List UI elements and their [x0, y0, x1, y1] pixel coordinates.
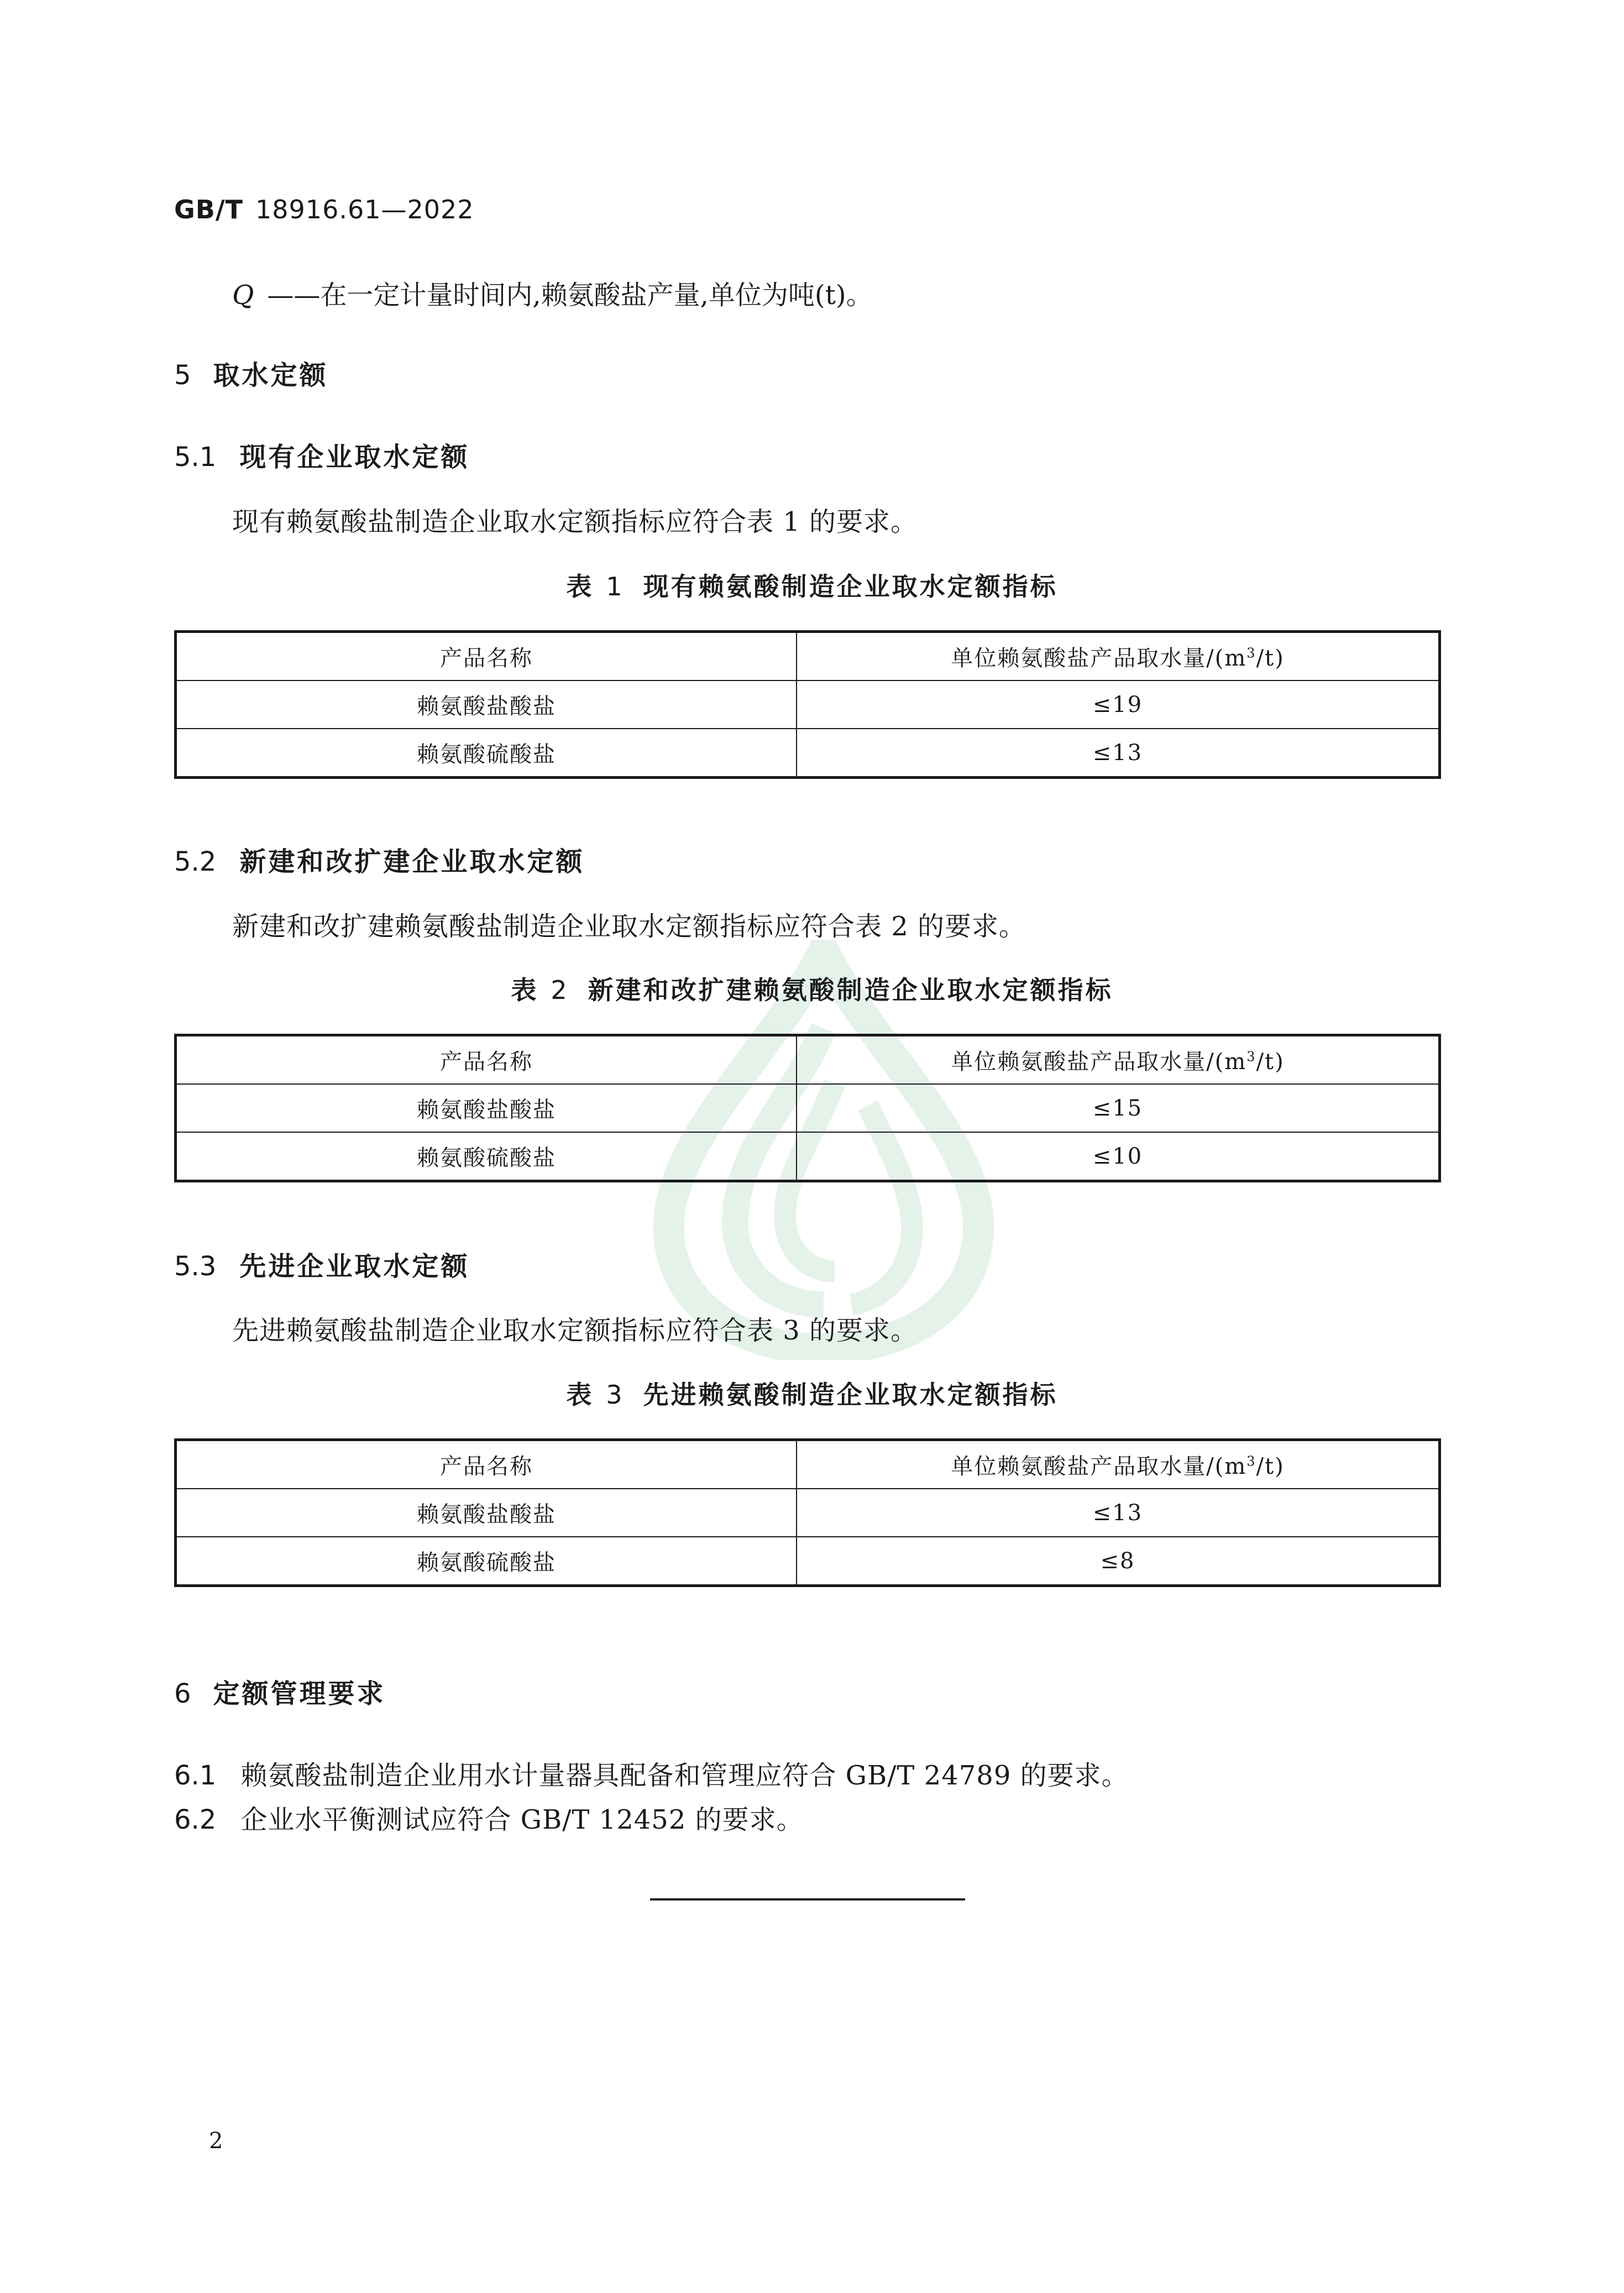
- table-caption-text: 现有赖氨酸制造企业取水定额指标: [643, 572, 1058, 601]
- table-header-row: [176, 1035, 1440, 1085]
- cell-value: ≤13: [797, 729, 1440, 778]
- section-5-3-heading: [174, 1245, 469, 1283]
- page-number: 2: [209, 2128, 223, 2154]
- header-water-intake: 单位赖氨酸盐产品取水量$/(m^3/t)$: [797, 1035, 1440, 1085]
- section-number: 5: [174, 360, 191, 391]
- table-number: 3: [606, 1380, 625, 1410]
- table-header-row: [176, 1440, 1440, 1489]
- cell-value: ≤15: [797, 1084, 1440, 1132]
- cell-product: 赖氨酸盐酸盐: [176, 680, 797, 729]
- cell-product: 赖氨酸硫酸盐: [176, 729, 797, 778]
- subsection-title: 先进企业取水定额: [239, 1251, 470, 1282]
- item-number: 6.1: [174, 1760, 217, 1791]
- section-title: 取水定额: [213, 360, 328, 391]
- header-water-intake: 单位赖氨酸盐产品取水量$/(m^3/t)$: [797, 1440, 1440, 1489]
- subsection-title: 现有企业取水定额: [239, 442, 470, 473]
- cell-value: ≤13: [797, 1489, 1440, 1537]
- table-number: 1: [606, 572, 625, 601]
- symbol-definition: [232, 274, 873, 312]
- subsection-number: 5.1: [174, 442, 217, 473]
- subsection-title: 新建和改扩建企业取水定额: [239, 846, 585, 877]
- table-1-caption: [0, 567, 1624, 603]
- header-product-name: 产品名称: [176, 1440, 797, 1489]
- cell-value: ≤8: [797, 1537, 1440, 1586]
- table-row: [176, 1132, 1440, 1181]
- document-code: [174, 195, 474, 224]
- cell-product: 赖氨酸盐酸盐: [176, 1084, 797, 1132]
- section-6-heading: [174, 1672, 386, 1710]
- cell-value: ≤19: [797, 680, 1440, 729]
- header-product-name: 产品名称: [176, 1035, 797, 1085]
- item-text: 企业水平衡测试应符合 GB/T 12452 的要求。: [240, 1804, 804, 1835]
- section-5-2-text: 新建和改扩建赖氨酸盐制造企业取水定额指标应符合表 2 的要求。: [232, 911, 1026, 942]
- table-row: [176, 1489, 1440, 1537]
- table-label: 表: [566, 572, 594, 601]
- section-5-1-text: 现有赖氨酸盐制造企业取水定额指标应符合表 1 的要求。: [232, 506, 918, 537]
- section-5-3-text: 先进赖氨酸盐制造企业取水定额指标应符合表 3 的要求。: [232, 1315, 918, 1346]
- table-3-caption: [0, 1375, 1624, 1411]
- table-row: [176, 680, 1440, 729]
- table-number: 2: [551, 975, 569, 1005]
- table-1: [174, 630, 1441, 779]
- table-3: [174, 1438, 1441, 1587]
- subsection-number: 5.3: [174, 1251, 217, 1282]
- section-title: 定额管理要求: [213, 1678, 386, 1709]
- table-row: [176, 1084, 1440, 1132]
- cell-value: ≤10: [797, 1132, 1440, 1181]
- section-6-1-item: [174, 1754, 1129, 1792]
- table-2-caption: [0, 970, 1624, 1007]
- table-label: 表: [511, 975, 539, 1005]
- table-header-row: [176, 632, 1440, 681]
- table-row: [176, 1537, 1440, 1586]
- document-code-prefix: GB/T: [174, 195, 243, 224]
- table-caption-text: 先进赖氨酸制造企业取水定额指标: [643, 1380, 1058, 1410]
- section-number: 6: [174, 1678, 191, 1709]
- table-2: [174, 1034, 1441, 1182]
- subsection-number: 5.2: [174, 846, 217, 877]
- header-product-name: 产品名称: [176, 632, 797, 681]
- table-row: [176, 729, 1440, 778]
- item-number: 6.2: [174, 1804, 217, 1835]
- table-caption-text: 新建和改扩建赖氨酸制造企业取水定额指标: [588, 975, 1113, 1005]
- definition-symbol: Q: [232, 280, 254, 311]
- section-6-2-item: [174, 1798, 804, 1836]
- end-of-document-rule: [650, 1898, 965, 1901]
- table-label: 表: [566, 1380, 594, 1410]
- item-text: 赖氨酸盐制造企业用水计量器具配备和管理应符合 GB/T 24789 的要求。: [240, 1760, 1129, 1791]
- section-5-heading: [174, 354, 328, 392]
- cell-product: 赖氨酸硫酸盐: [176, 1537, 797, 1586]
- header-water-intake: 单位赖氨酸盐产品取水量$/(m^3/t)$: [797, 632, 1440, 681]
- section-5-2-heading: [174, 840, 584, 878]
- definition-text: ——在一定计量时间内,赖氨酸盐产量,单位为吨(t)。: [267, 280, 873, 311]
- section-5-1-heading: [174, 436, 469, 474]
- document-code-number: 18916.61—2022: [255, 195, 474, 224]
- cell-product: 赖氨酸硫酸盐: [176, 1132, 797, 1181]
- cell-product: 赖氨酸盐酸盐: [176, 1489, 797, 1537]
